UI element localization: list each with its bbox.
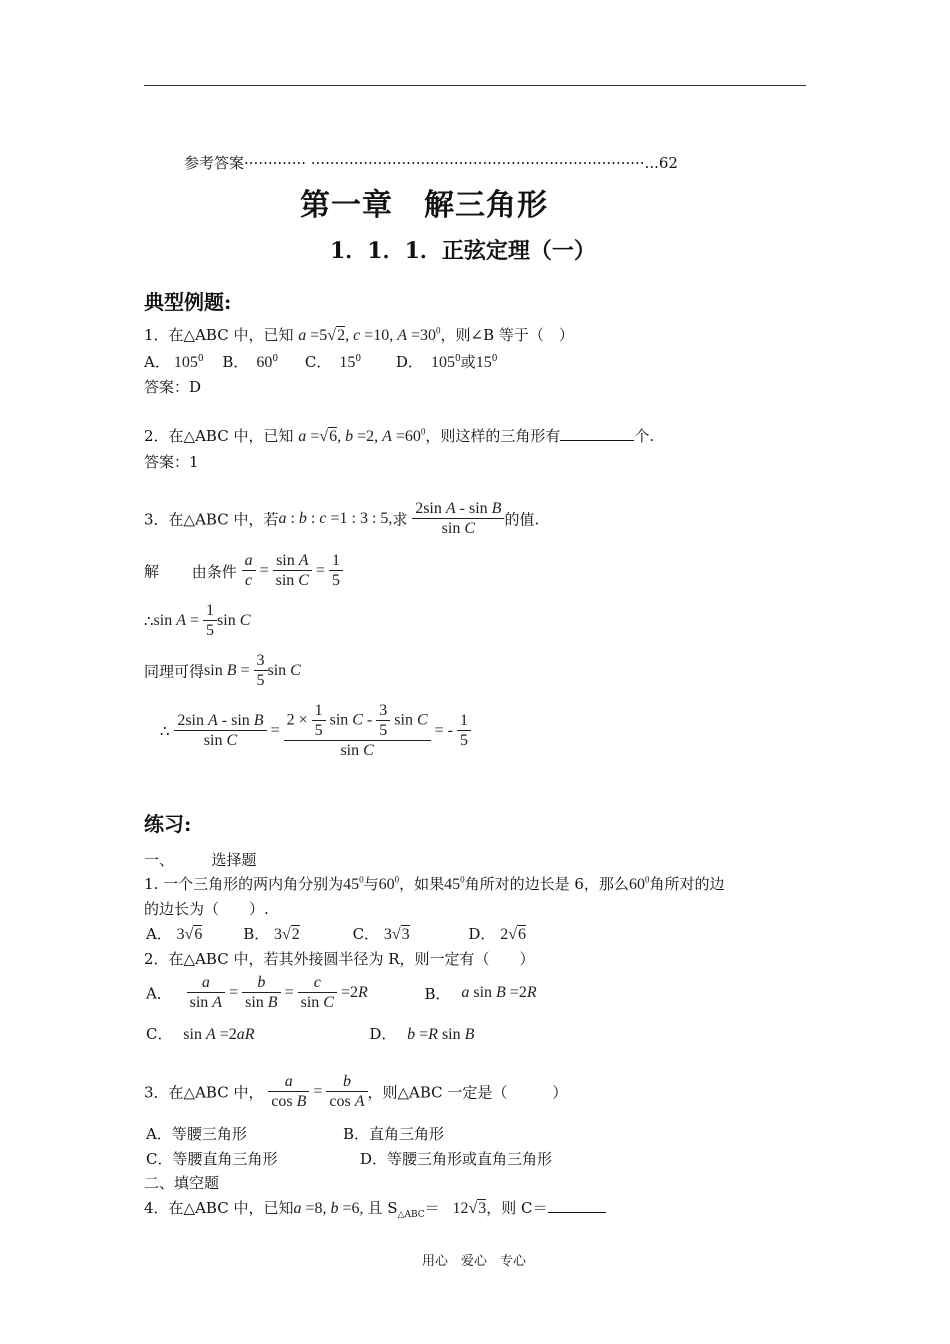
chapter-title: 第一章 解三角形 <box>300 188 548 223</box>
solution-line-3: 同理可得sin B = $\frac{3}{5}$ sin C <box>144 652 301 689</box>
practice-1-line-1: 1. 一个三角形的两内角分别为$45^0$与$60^0$，如果$45^0$角所对的边长是 6，那么$60^0$角所对的边 <box>144 874 725 893</box>
option-d: D． $105^0$或$15^0$ <box>395 353 498 371</box>
option-a: A． $105^0$ <box>144 353 204 371</box>
option-d-label: D． <box>369 1025 397 1043</box>
toc-dots: ······································································ <box>310 154 645 172</box>
practice-3-option-c: C．等腰直角三角形 <box>146 1150 278 1168</box>
solution-line-1: 解 由条件 $\frac{a}{c}$ = $\frac{\text{sin A}}{\text{sin C}}$ = $\frac{1}{5}$ <box>144 552 343 590</box>
toc-line <box>184 152 678 173</box>
page-footer: 用心 爱心 专心 <box>422 1254 527 1269</box>
option-b: B． 3√2 <box>243 925 300 943</box>
practice-3-option-a: A．等腰三角形 <box>146 1125 247 1143</box>
solution-label: 解 <box>144 562 160 581</box>
practice-3-option-b: B．直角三角形 <box>343 1125 445 1143</box>
question-text: 1．在△ABC 中，已知 <box>144 326 294 344</box>
option-a-label: A． <box>146 984 172 1003</box>
question-text: ，则∠B 等于（ ） <box>440 326 574 344</box>
example-2-question: 2．在△ABC 中，已知 a =√6, b =2, $A =60^0$，则这样的三角形有 个. <box>144 426 655 445</box>
question-text: 的值. <box>504 510 540 529</box>
example-2-answer: 答案：1 <box>144 453 199 471</box>
practice-1-options <box>146 923 526 944</box>
question-text: ，则这样的三角形有 <box>425 427 561 445</box>
fraction: $\frac{\text{2sin A - sin B}}{\text{sin C}}$ <box>412 500 504 538</box>
example-1-answer: 答案：D <box>144 378 202 396</box>
examples-heading: 典型例题: <box>144 290 232 314</box>
example-1-question: 1．在△ABC 中，已知 a =5√2, c =10, $A =30^0$，则∠B 等于（ ） <box>144 325 574 344</box>
practice-3-option-d: D．等腰三角形或直角三角形 <box>360 1150 553 1168</box>
therefore-symbol: ∴ <box>160 722 170 740</box>
answer-blank[interactable] <box>560 440 634 441</box>
solution-line-4: ∴ $\frac{\text{2sin A - sin B}}{\text{sin C}}$ = 2 × $\frac{1}{5}$ sin C - $\frac{3}{5}$ sin C sin C = - $\frac{1}{5}$ <box>160 702 471 760</box>
practice-heading: 练习: <box>144 812 192 836</box>
toc-label: 参考答案 <box>184 154 245 172</box>
question-text: 个. <box>634 427 655 445</box>
option-d: D． 2√6 <box>468 925 526 943</box>
section-title: 1．1．1．正弦定理（一） <box>330 238 596 264</box>
practice-2-options-cd: C． sin A =2aR D． b =R sin B <box>146 1025 475 1043</box>
example-3-question: 3．在△ABC 中，若a : b : c =1 : 3 : 5,求 $\frac{\text{2sin A - sin B}}{\text{sin C}}$ 的值. <box>144 500 540 537</box>
option-b-label: B． <box>424 984 451 1003</box>
practice-1-line-2: 的边长为（ ）. <box>144 900 269 918</box>
section-choice: 一、 选择题 <box>144 851 257 869</box>
solution-line-2: ∴sin A = $\frac{1}{5}$ sin C <box>144 602 251 639</box>
question-text: 2．在△ABC 中，已知 <box>144 427 294 445</box>
solution-text: 由条件 <box>191 562 237 581</box>
solution-text: 同理可得 <box>144 662 205 681</box>
practice-2-question: 2．在△ABC 中，若其外接圆半径为 R，则一定有（ ） <box>144 950 535 968</box>
therefore-symbol: ∴ <box>144 612 154 630</box>
section-fill: 二、填空题 <box>144 1174 220 1192</box>
toc-page: ...62 <box>644 154 678 172</box>
option-a: A． 3√6 <box>146 925 203 943</box>
practice-4-question: 4．在△ABC 中，已知a =8, b =6, 且 $S_{\triangle ABC}= 12√3$，则 C＝ <box>144 1197 606 1220</box>
option-c: C． 3√3 <box>352 925 410 943</box>
option-c: C． $15^0$ <box>304 353 362 371</box>
question-text: 求 <box>392 510 408 529</box>
toc-dots: ············· <box>244 154 307 172</box>
header-rule <box>144 85 806 86</box>
example-1-options <box>144 351 497 372</box>
option-b: B． $60^0$ <box>222 353 279 371</box>
answer-blank[interactable] <box>548 1212 606 1213</box>
option-c-label: C． <box>146 1025 173 1043</box>
practice-2-options-ab: A． $\frac{a}{\text{sin A}}$ = $\frac{b}{\text{sin B}}$ = $\frac{c}{\text{sin C}}$ =2R B． a sin B =2R <box>146 974 537 1011</box>
question-text: 3．在△ABC 中，若 <box>144 510 279 529</box>
practice-3-question: 3．在△ABC 中， $\frac{a}{\text{cos B}}$ = $\frac{b}{\text{cos A}}$ ，则△ABC 一定是（ ） <box>144 1073 568 1110</box>
